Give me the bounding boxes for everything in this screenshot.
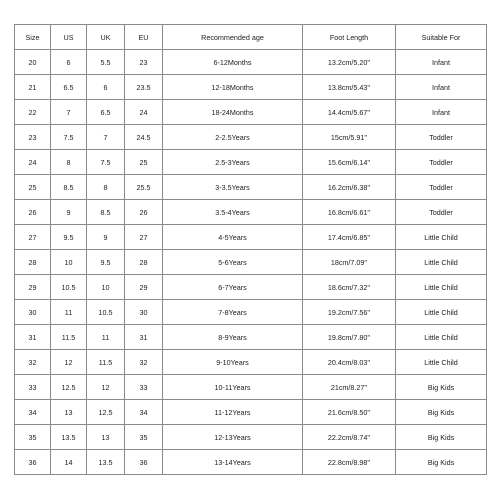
cell-eu: 30	[125, 300, 163, 325]
table-row	[15, 150, 487, 175]
cell-suitable-for: Infant	[396, 100, 487, 125]
cell-uk: 13.5	[87, 450, 125, 475]
cell-size: 26	[15, 200, 51, 225]
cell-uk: 12	[87, 375, 125, 400]
cell-size: 36	[15, 450, 51, 475]
cell-size: 20	[15, 50, 51, 75]
cell-suitable-for: Big Kids	[396, 425, 487, 450]
header-size: Size	[15, 25, 51, 50]
cell-eu: 31	[125, 325, 163, 350]
table-row	[15, 450, 487, 475]
cell-us: 9.5	[51, 225, 87, 250]
cell-uk: 7	[87, 125, 125, 150]
cell-foot-length: 13.2cm/5.20''	[303, 50, 396, 75]
cell-foot-length: 13.8cm/5.43''	[303, 75, 396, 100]
cell-eu: 35	[125, 425, 163, 450]
cell-size: 25	[15, 175, 51, 200]
header-eu: EU	[125, 25, 163, 50]
cell-size: 33	[15, 375, 51, 400]
cell-us: 10	[51, 250, 87, 275]
cell-recommended-age: 12-18Months	[163, 75, 303, 100]
cell-uk: 11.5	[87, 350, 125, 375]
cell-uk: 6	[87, 75, 125, 100]
cell-foot-length: 15.6cm/6.14''	[303, 150, 396, 175]
cell-recommended-age: 9-10Years	[163, 350, 303, 375]
cell-uk: 9	[87, 225, 125, 250]
cell-foot-length: 21.6cm/8.50''	[303, 400, 396, 425]
cell-us: 8	[51, 150, 87, 175]
cell-recommended-age: 13-14Years	[163, 450, 303, 475]
cell-suitable-for: Little Child	[396, 300, 487, 325]
cell-suitable-for: Big Kids	[396, 400, 487, 425]
header-suitable-for: Suitable For	[396, 25, 487, 50]
cell-foot-length: 19.8cm/7.80''	[303, 325, 396, 350]
cell-us: 13.5	[51, 425, 87, 450]
cell-size: 35	[15, 425, 51, 450]
cell-us: 7	[51, 100, 87, 125]
cell-us: 6	[51, 50, 87, 75]
cell-eu: 29	[125, 275, 163, 300]
table-row	[15, 425, 487, 450]
table-row	[15, 175, 487, 200]
cell-uk: 7.5	[87, 150, 125, 175]
cell-uk: 6.5	[87, 100, 125, 125]
cell-suitable-for: Infant	[396, 50, 487, 75]
cell-recommended-age: 8-9Years	[163, 325, 303, 350]
cell-us: 13	[51, 400, 87, 425]
cell-recommended-age: 6-12Months	[163, 50, 303, 75]
cell-recommended-age: 3-3.5Years	[163, 175, 303, 200]
cell-recommended-age: 3.5-4Years	[163, 200, 303, 225]
cell-suitable-for: Toddler	[396, 200, 487, 225]
header-foot-length: Foot Length	[303, 25, 396, 50]
size-chart	[14, 24, 486, 475]
cell-eu: 25.5	[125, 175, 163, 200]
cell-recommended-age: 18-24Months	[163, 100, 303, 125]
cell-foot-length: 22.8cm/8.98''	[303, 450, 396, 475]
cell-eu: 26	[125, 200, 163, 225]
cell-foot-length: 18cm/7.09''	[303, 250, 396, 275]
table-row	[15, 275, 487, 300]
cell-uk: 10	[87, 275, 125, 300]
cell-eu: 34	[125, 400, 163, 425]
table-row	[15, 375, 487, 400]
cell-suitable-for: Little Child	[396, 275, 487, 300]
table-row	[15, 250, 487, 275]
cell-recommended-age: 2-2.5Years	[163, 125, 303, 150]
table-row	[15, 325, 487, 350]
cell-us: 6.5	[51, 75, 87, 100]
cell-size: 31	[15, 325, 51, 350]
cell-suitable-for: Little Child	[396, 225, 487, 250]
cell-recommended-age: 5-6Years	[163, 250, 303, 275]
cell-us: 12	[51, 350, 87, 375]
cell-foot-length: 15cm/5.91''	[303, 125, 396, 150]
cell-foot-length: 16.2cm/6.38''	[303, 175, 396, 200]
cell-eu: 32	[125, 350, 163, 375]
cell-suitable-for: Little Child	[396, 325, 487, 350]
header-us: US	[51, 25, 87, 50]
cell-size: 24	[15, 150, 51, 175]
cell-us: 14	[51, 450, 87, 475]
table-row	[15, 50, 487, 75]
cell-eu: 23.5	[125, 75, 163, 100]
table-row	[15, 125, 487, 150]
cell-foot-length: 21cm/8.27''	[303, 375, 396, 400]
cell-suitable-for: Toddler	[396, 175, 487, 200]
cell-eu: 28	[125, 250, 163, 275]
cell-recommended-age: 10-11Years	[163, 375, 303, 400]
cell-us: 8.5	[51, 175, 87, 200]
cell-suitable-for: Big Kids	[396, 375, 487, 400]
cell-recommended-age: 7-8Years	[163, 300, 303, 325]
cell-uk: 13	[87, 425, 125, 450]
cell-size: 22	[15, 100, 51, 125]
cell-suitable-for: Infant	[396, 75, 487, 100]
cell-us: 7.5	[51, 125, 87, 150]
cell-suitable-for: Toddler	[396, 125, 487, 150]
cell-size: 27	[15, 225, 51, 250]
table-row	[15, 300, 487, 325]
cell-eu: 36	[125, 450, 163, 475]
cell-recommended-age: 11-12Years	[163, 400, 303, 425]
cell-uk: 8	[87, 175, 125, 200]
cell-uk: 10.5	[87, 300, 125, 325]
table-row	[15, 400, 487, 425]
header-recommended-age: Recommended age	[163, 25, 303, 50]
cell-recommended-age: 4-5Years	[163, 225, 303, 250]
table-row	[15, 200, 487, 225]
cell-eu: 24	[125, 100, 163, 125]
table-row	[15, 100, 487, 125]
cell-eu: 24.5	[125, 125, 163, 150]
cell-uk: 11	[87, 325, 125, 350]
cell-size: 32	[15, 350, 51, 375]
cell-uk: 8.5	[87, 200, 125, 225]
cell-recommended-age: 2.5-3Years	[163, 150, 303, 175]
cell-uk: 9.5	[87, 250, 125, 275]
cell-size: 34	[15, 400, 51, 425]
cell-uk: 12.5	[87, 400, 125, 425]
cell-us: 10.5	[51, 275, 87, 300]
cell-size: 23	[15, 125, 51, 150]
table-row	[15, 75, 487, 100]
cell-us: 12.5	[51, 375, 87, 400]
cell-us: 11.5	[51, 325, 87, 350]
cell-suitable-for: Toddler	[396, 150, 487, 175]
cell-eu: 23	[125, 50, 163, 75]
cell-size: 28	[15, 250, 51, 275]
cell-us: 11	[51, 300, 87, 325]
cell-uk: 5.5	[87, 50, 125, 75]
cell-foot-length: 19.2cm/7.56''	[303, 300, 396, 325]
cell-size: 29	[15, 275, 51, 300]
cell-suitable-for: Little Child	[396, 350, 487, 375]
cell-foot-length: 17.4cm/6.85''	[303, 225, 396, 250]
header-uk: UK	[87, 25, 125, 50]
cell-recommended-age: 12-13Years	[163, 425, 303, 450]
cell-recommended-age: 6-7Years	[163, 275, 303, 300]
table-row	[15, 225, 487, 250]
cell-eu: 27	[125, 225, 163, 250]
cell-eu: 33	[125, 375, 163, 400]
cell-suitable-for: Big Kids	[396, 450, 487, 475]
table-row	[15, 350, 487, 375]
cell-eu: 25	[125, 150, 163, 175]
cell-foot-length: 14.4cm/5.67''	[303, 100, 396, 125]
cell-foot-length: 16.8cm/6.61''	[303, 200, 396, 225]
cell-suitable-for: Little Child	[396, 250, 487, 275]
size-table	[14, 24, 487, 475]
cell-size: 21	[15, 75, 51, 100]
cell-size: 30	[15, 300, 51, 325]
cell-foot-length: 22.2cm/8.74''	[303, 425, 396, 450]
cell-foot-length: 18.6cm/7.32''	[303, 275, 396, 300]
cell-foot-length: 20.4cm/8.03''	[303, 350, 396, 375]
cell-us: 9	[51, 200, 87, 225]
header-row	[15, 25, 487, 50]
